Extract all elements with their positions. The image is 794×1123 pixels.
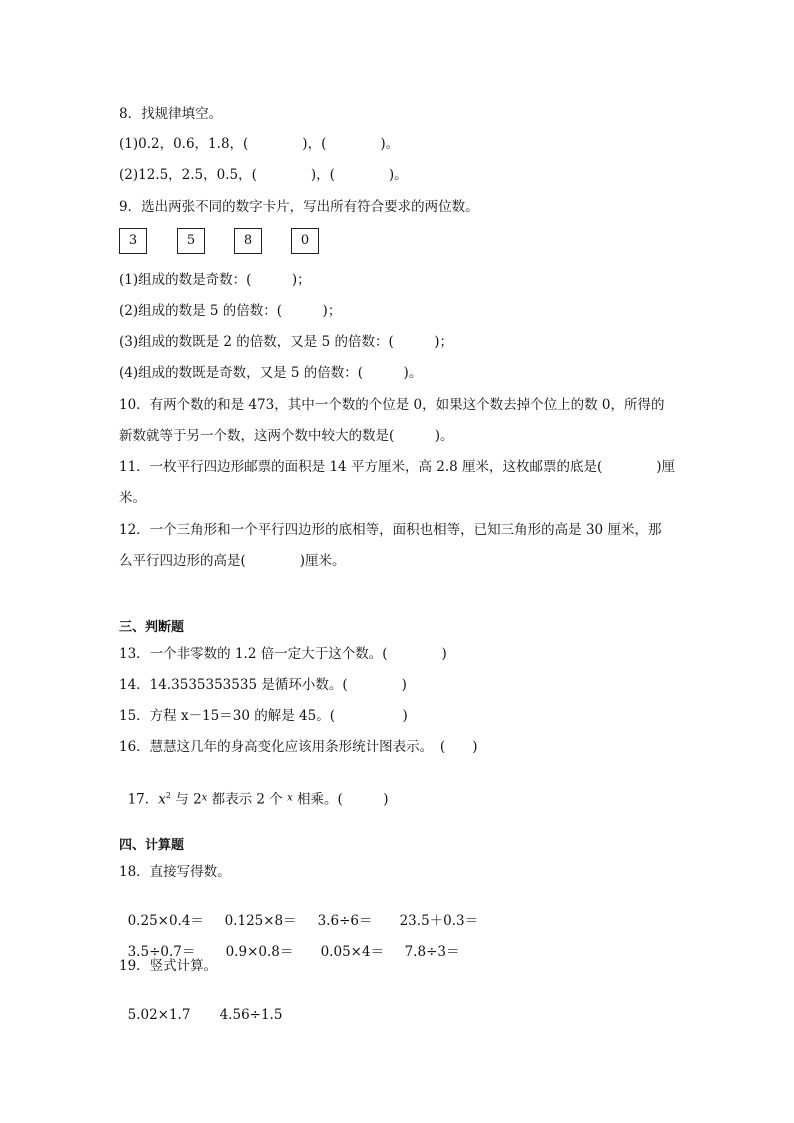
calc-item: 0.125×8＝ (224, 913, 297, 929)
calc-item: 5.02×1.7 (127, 1007, 191, 1023)
q17-number: 17． (127, 791, 159, 808)
calc-item: 23.5＋0.3＝ (399, 913, 479, 929)
q9-part1: (1)组成的数是奇数：( )； (119, 272, 311, 288)
q14: 14．14.3535353535 是循环小数。( ) (119, 677, 407, 693)
q12-line1: 12．一个三角形和一个平行四边形的底相等，面积也相等，已知三角形的高是 30 厘米，那 (119, 522, 662, 538)
q9-part2: (2)组成的数是 5 的倍数：( )； (119, 303, 342, 319)
calc-item: 7.8÷3＝ (404, 944, 460, 960)
q11-line2: 米。 (119, 490, 146, 506)
q10-line1: 10．有两个数的和是 473，其中一个数的个位是 0，如果这个数去掉个位上的数 0，所得的 (119, 397, 665, 413)
calc-item: 3.6÷6＝ (317, 913, 373, 929)
q18-title: 18．直接写得数。 (119, 864, 231, 880)
calc-item: 0.25×0.4＝ (127, 913, 204, 929)
q17-var: x (201, 792, 208, 804)
q19-title: 19．竖式计算。 (119, 958, 218, 974)
q17-var: x (287, 792, 293, 804)
calc-item: 4.56÷1.5 (219, 1007, 283, 1023)
digit-card: 8 (234, 228, 262, 254)
q8-title: 8．找规律填空。 (119, 106, 223, 122)
q15: 15．方程 x－15＝30 的解是 45。( ) (119, 708, 408, 724)
q11-line1: 11．一枚平行四边形邮票的面积是 14 平方厘米，高 2.8 厘米，这枚邮票的底是( )厘 (119, 459, 676, 475)
q16: 16．慧慧这几年的身高变化应该用条形统计图表示。 ( ) (119, 739, 478, 755)
q13: 13．一个非零数的 1.2 倍一定大于这个数。( ) (119, 646, 447, 662)
section-heading-calculation: 四、计算题 (119, 838, 185, 853)
q17-text: 相乘。( ) (292, 791, 389, 808)
q17-text: 与 2 (171, 791, 202, 808)
digit-card: 3 (119, 228, 147, 254)
q10-line2: 新数就等于另一个数，这两个数中较大的数是( )。 (119, 428, 454, 444)
q17-var: x (158, 791, 166, 808)
q19-items (119, 988, 282, 1024)
q8-part2: (2)12.5，2.5，0.5，( )，( )。 (119, 167, 408, 183)
q9-part4: (4)组成的数既是奇数，又是 5 的倍数：( )。 (119, 365, 423, 381)
q17-exponent: 2 (165, 791, 171, 800)
calc-item: 3.5÷0.7＝ (127, 944, 196, 960)
calc-item: 0.9×0.8＝ (225, 944, 294, 960)
q8-part1: (1)0.2，0.6，1.8，( )，( )。 (119, 136, 400, 152)
q9-title: 9．选出两张不同的数字卡片，写出所有符合要求的两位数。 (119, 199, 479, 215)
q18-row2 (119, 925, 459, 961)
q17 (119, 769, 389, 809)
q9-part3: (3)组成的数既是 2 的倍数，又是 5 的倍数：( )； (119, 334, 453, 350)
q17-text: 都表示 2 个 (207, 791, 288, 808)
digit-card: 0 (291, 228, 319, 254)
calc-item: 0.05×4＝ (320, 944, 385, 960)
q12-line2: 么平行四边形的高是( )厘米。 (119, 553, 346, 569)
section-heading-judgement: 三、判断题 (119, 620, 185, 635)
digit-card: 5 (177, 228, 205, 254)
